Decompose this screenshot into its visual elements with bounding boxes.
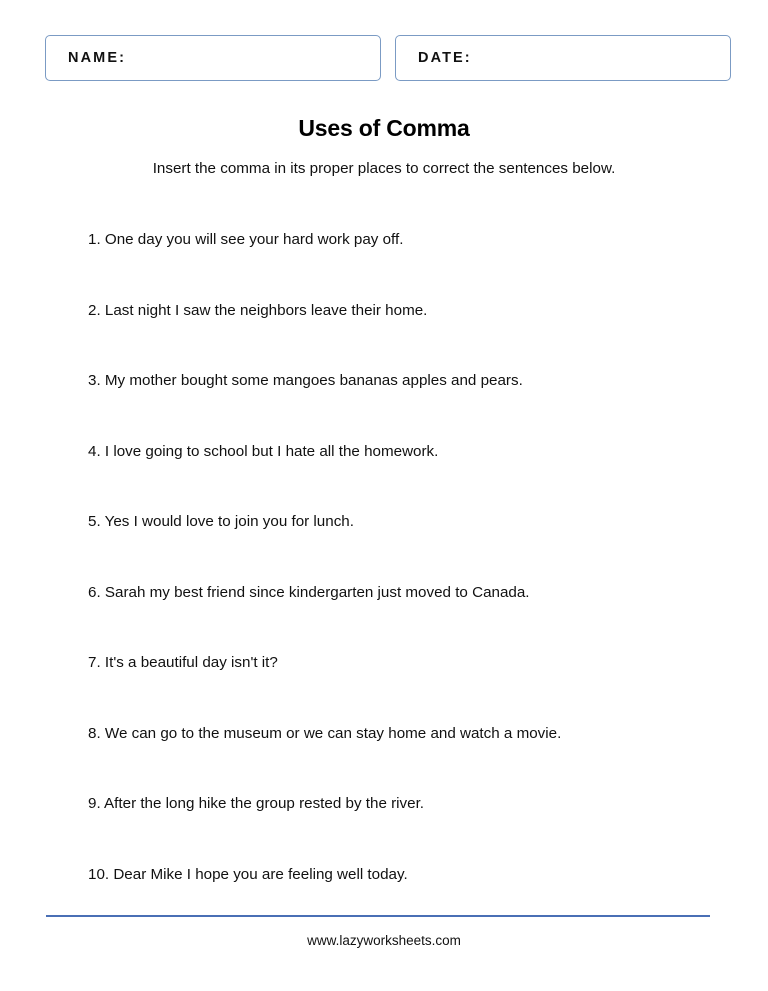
date-field-label: DATE:: [418, 50, 472, 66]
question-item: 3. My mother bought some mangoes bananas apples and pears.: [88, 372, 523, 389]
name-field-label: NAME:: [68, 50, 127, 66]
question-item: 8. We can go to the museum or we can stay home and watch a movie.: [88, 724, 562, 742]
question-item: 9. After the long hike the group rested by the river.: [88, 795, 425, 812]
question-item: 4. I love going to school but I hate all the homework.: [88, 442, 439, 460]
question-item: 6. Sarah my best friend since kindergarten just moved to Canada.: [88, 583, 530, 601]
question-item: 2. Last night I saw the neighbors leave their home.: [88, 301, 428, 319]
instruction-text: Insert the comma in its proper places to correct the sentences below.: [152, 160, 616, 177]
question-item: 7. It's a beautiful day isn't it?: [88, 654, 278, 671]
question-item: 5. Yes I would love to join you for lunch.: [88, 513, 354, 530]
name-field[interactable]: [45, 35, 381, 81]
student-info-row: [45, 35, 731, 81]
footer-divider: [46, 915, 710, 917]
date-field[interactable]: [395, 35, 731, 81]
question-list: [88, 230, 720, 935]
question-item: 10. Dear Mike I hope you are feeling well today.: [88, 865, 408, 883]
page-title: Uses of Comma: [298, 115, 470, 141]
footer-url: www.lazyworksheets.com: [307, 933, 461, 948]
question-item: 1. One day you will see your hard work pay off.: [88, 231, 404, 248]
